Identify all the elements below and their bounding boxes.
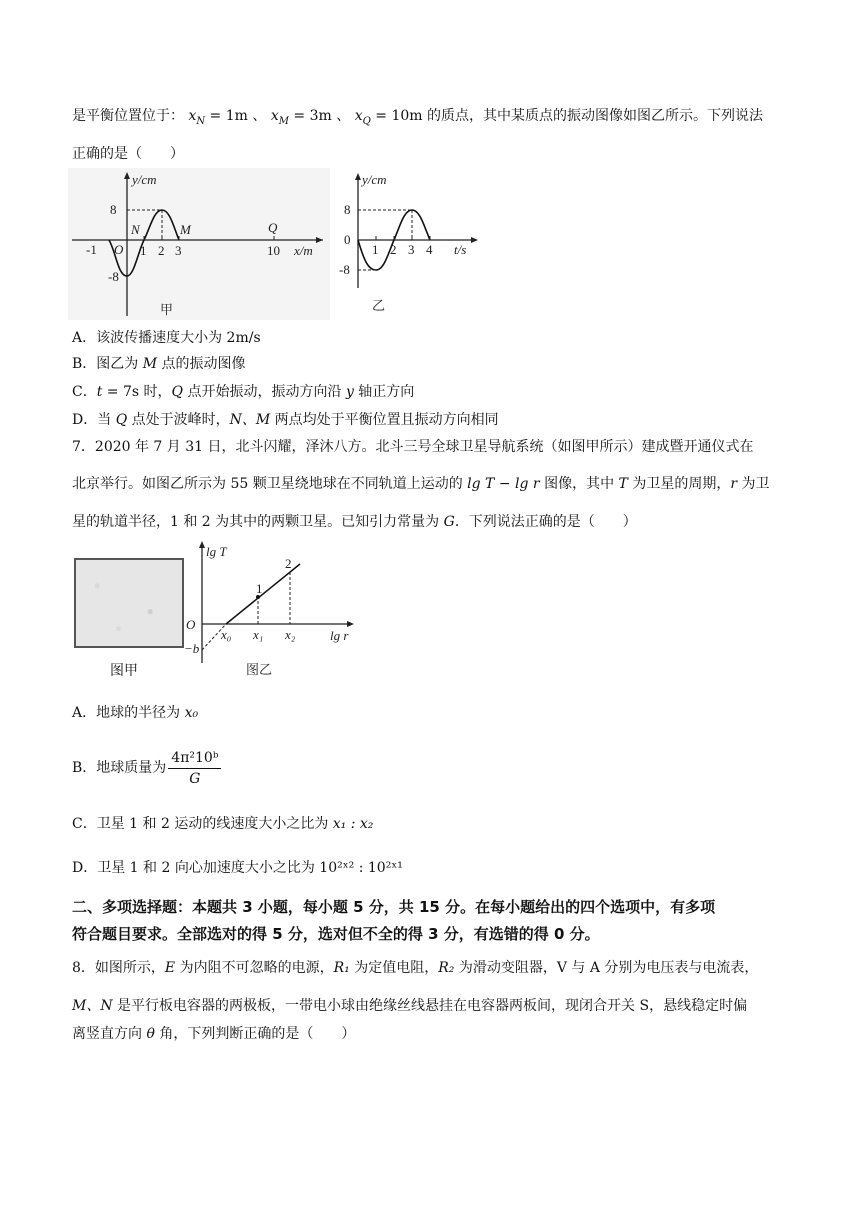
q6-option-A: A．该波传播速度大小为 2m/s	[72, 330, 261, 346]
section2-heading-line1: 二、多项选择题：本题共 3 小题，每小题 5 分，共 15 分。在每小题给出的四个选项中，有多项	[72, 898, 716, 916]
q6-stem-line1: 是平衡位置位于： $x_N = 1m$ 、 $x_M = 3m$ 、 $x_Q = 10m$ 的质点，其中某质点的振动图像如图乙所示。下列说法	[72, 108, 763, 127]
q7-option-B: B．地球质量为 $\frac{\text{4π²10ᵇ}}{G}$	[72, 746, 221, 790]
q6-stem-line2: 正确的是（ ）	[72, 146, 184, 162]
yi-tick-2: 2	[390, 242, 397, 257]
q6-option-D: D．当 Q 点处于波峰时，N、M 两点均处于平衡位置且振动方向相同	[72, 412, 499, 428]
yi-xlabel: t/s	[454, 242, 467, 257]
yi-y-zero: 0	[344, 232, 351, 247]
xQ-var: $x_Q$	[354, 108, 371, 127]
yi-y-bottom: -8	[339, 262, 350, 277]
jia-y-bottom: -8	[108, 269, 119, 284]
q7-fig-jia-caption: 图甲	[110, 663, 138, 679]
jia-xlabel: x/m	[294, 243, 313, 258]
lgT-ylabel: lg T	[206, 544, 227, 559]
lgr-xlabel: lg r	[330, 628, 349, 643]
xN-var: $x_N$	[188, 108, 206, 127]
beidou-photo	[74, 558, 184, 648]
q8-stem-line2: M、N 是平行板电容器的两极板，一带电小球由绝缘丝线悬挂在电容器两板间，现闭合开关 S，悬线稳定时偏	[72, 998, 748, 1014]
x2-label: x₂	[285, 627, 296, 642]
yi-caption: 乙	[372, 298, 386, 313]
wave-figure-jia	[68, 168, 330, 320]
jia-tick-1: 1	[140, 243, 147, 258]
vibration-figure-yi	[336, 168, 486, 320]
x0-label: x₀	[221, 627, 232, 642]
q6-option-B: B．图乙为 M 点的振动图像	[72, 356, 246, 372]
point-2-label: 2	[285, 556, 292, 571]
neg-b-label: −b	[184, 641, 200, 656]
yi-ylabel: y/cm	[362, 172, 387, 187]
q7-option-A: A．地球的半径为 x₀	[72, 705, 199, 721]
jia-tick-2: 2	[158, 243, 165, 258]
jia-label-N: N	[131, 222, 140, 237]
yi-tick-1: 1	[372, 242, 379, 257]
origin-O: O	[186, 617, 196, 632]
jia-label-M: M	[180, 222, 191, 237]
jia-tick-3: 3	[175, 243, 182, 258]
q7-option-D: D．卫星 1 和 2 向心加速度大小之比为 10²ˣ² : 10²ˣ¹	[72, 860, 403, 876]
q7-stem-line1: 7．2020 年 7 月 31 日，北斗闪耀，泽沐八方。北斗三号全球卫星导航系统（如图甲所示）建成暨开通仪式在	[72, 439, 754, 455]
jia-tick-neg1: -1	[86, 242, 97, 257]
jia-tick-10: 10	[267, 243, 280, 258]
q7-stem-line2: 北京举行。如图乙所示为 55 颗卫星绕地球在不同轨道上运动的 lg T − lg r 图像，其中 T 为卫星的周期，r 为卫	[72, 476, 770, 492]
earth-mass-fraction: $\frac{\text{4π²10ᵇ}}{G}$	[168, 748, 221, 789]
x1-label: x₁	[253, 627, 264, 642]
xM-var: $x_M$	[270, 108, 289, 127]
q7-option-C: C．卫星 1 和 2 运动的线速度大小之比为 x₁ : x₂	[72, 816, 374, 832]
q8-stem-line1: 8．如图所示，E 为内阻不可忽略的电源，R₁ 为定值电阻，R₂ 为滑动变阻器，V 与 A 分别为电压表与电流表，	[72, 960, 759, 976]
q7-stem-line3: 星的轨道半径，1 和 2 为其中的两颗卫星。已知引力常量为 G．下列说法正确的是（ ）	[72, 514, 637, 530]
jia-caption: 甲	[160, 302, 174, 317]
section2-heading-line2: 符合题目要求。全部选对的得 5 分，选对但不全的得 3 分，有选错的得 0 分。	[72, 925, 600, 943]
q6-option-C: C．t = 7s 时，Q 点开始振动，振动方向沿 y 轴正方向	[72, 384, 415, 400]
yi-tick-3: 3	[408, 242, 415, 257]
q8-stem-line3: 离竖直方向 θ 角，下列判断正确的是（ ）	[72, 1026, 356, 1042]
yi-y-top: 8	[344, 202, 351, 217]
yi-tick-4: 4	[426, 242, 433, 257]
q7-fig-yi-caption: 图乙	[246, 662, 273, 677]
point-1-label: 1	[256, 581, 263, 596]
jia-ylabel: y/cm	[132, 172, 157, 187]
lgT-lgr-figure	[184, 538, 364, 688]
jia-label-Q: Q	[268, 220, 278, 235]
jia-y-top: 8	[110, 202, 117, 217]
jia-tick-O: O	[114, 242, 124, 257]
